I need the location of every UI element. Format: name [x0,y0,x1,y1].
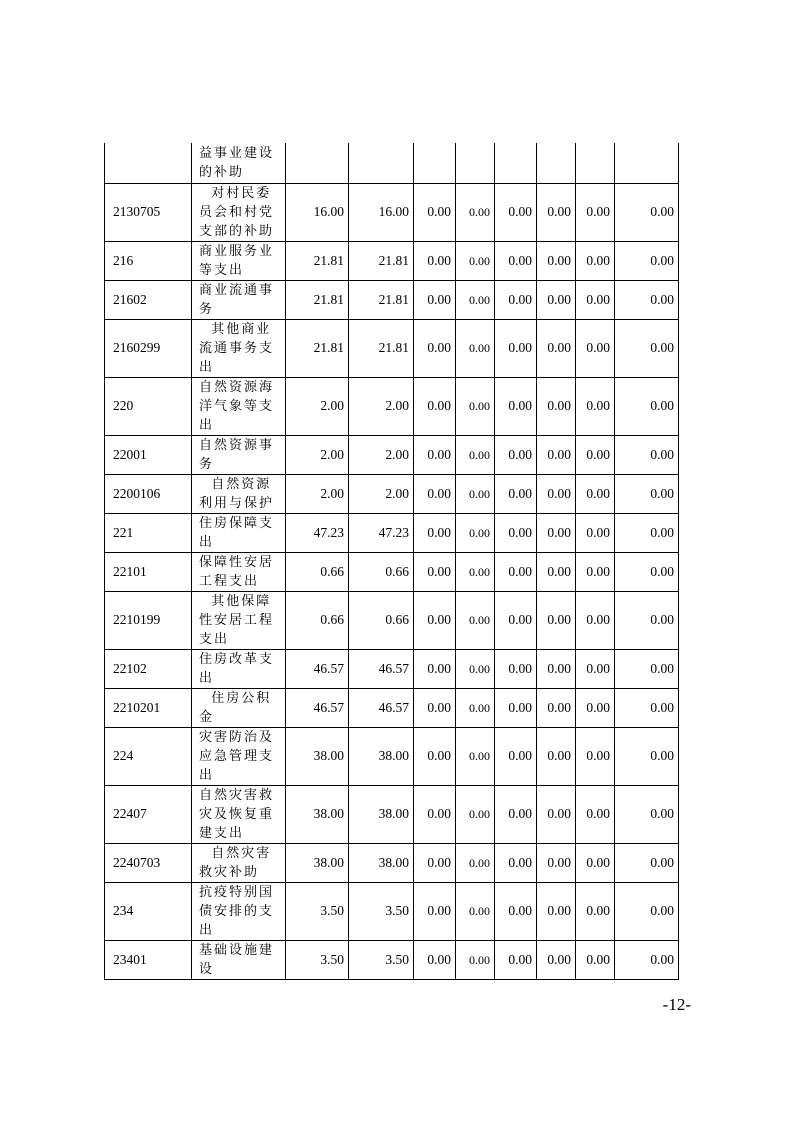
table-row [105,688,679,727]
value-cell: 0.00 [615,940,679,979]
value-cell: 0.00 [576,649,615,688]
table-row [105,882,679,940]
value-cell: 0.00 [576,785,615,843]
value-cell: 0.00 [414,513,456,552]
value-cell [456,143,495,183]
code-cell: 2210199 [105,591,192,649]
value-cell [495,143,537,183]
value-cell: 0.00 [456,474,495,513]
value-cell: 0.00 [576,280,615,319]
value-cell [286,143,349,183]
value-cell: 21.81 [286,241,349,280]
code-cell: 220 [105,377,192,435]
value-cell: 0.00 [495,241,537,280]
value-cell: 2.00 [286,435,349,474]
value-cell: 0.00 [495,649,537,688]
value-cell: 0.00 [537,688,576,727]
value-cell: 0.00 [495,319,537,377]
name-cell: 益事业建设的补助 [192,143,286,183]
value-cell: 0.00 [456,940,495,979]
value-cell: 0.00 [414,843,456,882]
table-row [105,377,679,435]
value-cell: 0.00 [537,513,576,552]
value-cell: 21.81 [349,280,414,319]
value-cell: 0.00 [495,785,537,843]
name-cell: 自然资源事务 [192,435,286,474]
value-cell: 0.00 [495,183,537,241]
value-cell: 0.00 [615,688,679,727]
value-cell: 0.00 [456,435,495,474]
value-cell: 38.00 [349,843,414,882]
value-cell: 0.00 [576,688,615,727]
table-row [105,513,679,552]
value-cell: 0.00 [537,649,576,688]
value-cell [349,143,414,183]
value-cell: 0.00 [495,591,537,649]
value-cell: 2.00 [349,377,414,435]
value-cell: 0.00 [414,882,456,940]
code-cell: 22102 [105,649,192,688]
value-cell: 3.50 [286,940,349,979]
value-cell: 0.00 [615,552,679,591]
table-row [105,241,679,280]
name-cell: 基础设施建设 [192,940,286,979]
value-cell: 38.00 [286,843,349,882]
value-cell [576,143,615,183]
value-cell: 0.00 [414,241,456,280]
name-cell: 灾害防治及应急管理支出 [192,727,286,785]
table-row [105,843,679,882]
value-cell: 0.00 [414,280,456,319]
code-cell: 2130705 [105,183,192,241]
value-cell: 38.00 [349,727,414,785]
code-cell: 221 [105,513,192,552]
value-cell [537,143,576,183]
value-cell: 3.50 [349,882,414,940]
code-cell: 234 [105,882,192,940]
value-cell: 0.00 [495,280,537,319]
value-cell: 0.00 [537,940,576,979]
value-cell: 0.00 [576,241,615,280]
value-cell: 0.00 [615,377,679,435]
value-cell: 0.00 [537,785,576,843]
value-cell: 0.00 [414,785,456,843]
value-cell: 0.00 [615,785,679,843]
value-cell: 0.00 [537,280,576,319]
value-cell: 0.00 [414,591,456,649]
value-cell: 21.81 [349,319,414,377]
value-cell: 47.23 [286,513,349,552]
value-cell: 0.00 [456,688,495,727]
name-cell: 商业流通事务 [192,280,286,319]
name-cell: 住房保障支出 [192,513,286,552]
value-cell: 0.00 [615,591,679,649]
value-cell [615,143,679,183]
value-cell: 21.81 [286,319,349,377]
value-cell: 0.00 [537,377,576,435]
value-cell: 0.00 [615,183,679,241]
code-cell: 2160299 [105,319,192,377]
value-cell: 0.00 [615,882,679,940]
table-body [105,143,679,979]
value-cell: 0.00 [414,688,456,727]
value-cell: 0.00 [576,727,615,785]
code-cell: 21602 [105,280,192,319]
value-cell: 0.00 [495,688,537,727]
value-cell: 46.57 [349,688,414,727]
value-cell: 0.00 [576,319,615,377]
value-cell: 0.00 [615,843,679,882]
value-cell: 0.00 [537,727,576,785]
value-cell: 0.00 [576,435,615,474]
code-cell [105,143,192,183]
value-cell: 0.00 [495,940,537,979]
value-cell: 38.00 [286,727,349,785]
table-row [105,319,679,377]
value-cell: 0.00 [615,474,679,513]
value-cell: 21.81 [349,241,414,280]
value-cell: 0.00 [537,591,576,649]
value-cell: 3.50 [349,940,414,979]
value-cell: 0.66 [349,552,414,591]
value-cell: 0.00 [615,435,679,474]
code-cell: 216 [105,241,192,280]
value-cell: 0.00 [576,552,615,591]
value-cell: 0.00 [615,649,679,688]
value-cell: 0.00 [456,882,495,940]
value-cell: 0.00 [495,843,537,882]
table-row [105,940,679,979]
value-cell: 0.00 [615,727,679,785]
code-cell: 22101 [105,552,192,591]
table-row [105,785,679,843]
code-cell: 22407 [105,785,192,843]
value-cell: 0.00 [576,843,615,882]
table-row [105,143,679,183]
value-cell: 0.00 [615,280,679,319]
name-cell: 自然资源海洋气象等支出 [192,377,286,435]
value-cell: 0.00 [576,377,615,435]
value-cell: 0.00 [456,377,495,435]
table-row [105,727,679,785]
value-cell: 0.00 [495,377,537,435]
value-cell: 0.00 [537,435,576,474]
value-cell: 0.00 [414,377,456,435]
value-cell: 0.00 [495,435,537,474]
value-cell: 0.00 [456,843,495,882]
name-cell: 自然资源利用与保护 [192,474,286,513]
value-cell: 0.00 [414,435,456,474]
name-cell: 抗疫特别国债安排的支出 [192,882,286,940]
value-cell: 0.00 [456,552,495,591]
value-cell: 0.00 [537,319,576,377]
value-cell: 0.00 [495,474,537,513]
value-cell: 0.00 [576,591,615,649]
value-cell: 2.00 [349,435,414,474]
name-cell: 商业服务业等支出 [192,241,286,280]
value-cell: 0.00 [576,513,615,552]
page-number: -12- [662,995,691,1014]
value-cell: 38.00 [286,785,349,843]
value-cell: 0.00 [495,727,537,785]
value-cell: 0.00 [456,280,495,319]
value-cell: 0.00 [456,241,495,280]
value-cell: 0.00 [414,474,456,513]
value-cell: 0.66 [349,591,414,649]
value-cell: 0.00 [414,319,456,377]
budget-table [104,143,679,980]
value-cell: 0.00 [615,319,679,377]
value-cell: 0.00 [615,513,679,552]
value-cell: 0.66 [286,591,349,649]
name-cell: 自然灾害救灾及恢复重建支出 [192,785,286,843]
name-cell: 保障性安居工程支出 [192,552,286,591]
value-cell: 0.00 [414,940,456,979]
value-cell: 46.57 [349,649,414,688]
table-row [105,183,679,241]
name-cell: 自然灾害救灾补助 [192,843,286,882]
value-cell: 46.57 [286,688,349,727]
value-cell: 0.00 [456,727,495,785]
table-row [105,474,679,513]
value-cell: 0.00 [576,882,615,940]
value-cell: 0.00 [456,649,495,688]
value-cell: 0.00 [495,513,537,552]
value-cell: 47.23 [349,513,414,552]
code-cell: 23401 [105,940,192,979]
value-cell: 0.00 [456,183,495,241]
table-row [105,435,679,474]
code-cell: 22001 [105,435,192,474]
code-cell: 2210201 [105,688,192,727]
value-cell: 0.00 [495,552,537,591]
value-cell: 2.00 [286,377,349,435]
value-cell: 0.00 [495,882,537,940]
code-cell: 224 [105,727,192,785]
table-row [105,649,679,688]
value-cell: 16.00 [286,183,349,241]
value-cell: 2.00 [286,474,349,513]
table-row [105,280,679,319]
value-cell: 0.00 [576,940,615,979]
value-cell: 2.00 [349,474,414,513]
value-cell [414,143,456,183]
name-cell: 其他商业流通事务支出 [192,319,286,377]
value-cell: 3.50 [286,882,349,940]
value-cell: 0.00 [414,183,456,241]
value-cell: 0.00 [576,474,615,513]
value-cell: 0.00 [576,183,615,241]
code-cell: 2240703 [105,843,192,882]
value-cell: 0.66 [286,552,349,591]
value-cell: 46.57 [286,649,349,688]
name-cell: 住房公积金 [192,688,286,727]
value-cell: 0.00 [414,552,456,591]
name-cell: 住房改革支出 [192,649,286,688]
value-cell: 0.00 [456,785,495,843]
table-row [105,552,679,591]
value-cell: 0.00 [537,241,576,280]
code-cell: 2200106 [105,474,192,513]
name-cell: 其他保障性安居工程支出 [192,591,286,649]
name-cell: 对村民委员会和村党支部的补助 [192,183,286,241]
value-cell: 0.00 [537,552,576,591]
table-row [105,591,679,649]
value-cell: 38.00 [349,785,414,843]
value-cell: 0.00 [414,649,456,688]
value-cell: 0.00 [537,183,576,241]
value-cell: 0.00 [537,843,576,882]
value-cell: 0.00 [615,241,679,280]
value-cell: 0.00 [414,727,456,785]
value-cell: 0.00 [537,882,576,940]
value-cell: 0.00 [456,319,495,377]
value-cell: 0.00 [456,513,495,552]
value-cell: 21.81 [286,280,349,319]
value-cell: 16.00 [349,183,414,241]
value-cell: 0.00 [456,591,495,649]
value-cell: 0.00 [537,474,576,513]
